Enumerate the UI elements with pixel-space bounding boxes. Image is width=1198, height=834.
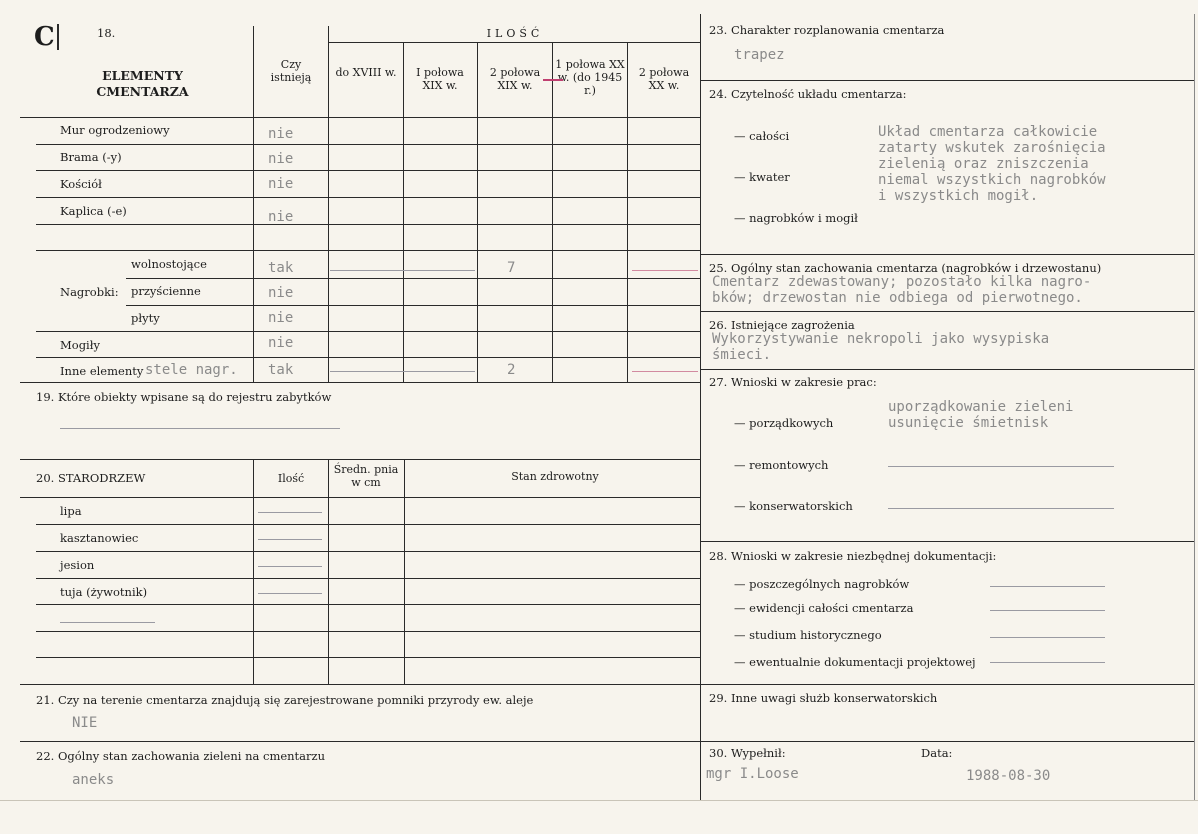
q26-answer-1: Wykorzystywanie nekropoli jako wysypiska — [712, 331, 1050, 347]
row-count-freestanding: 7 — [507, 260, 516, 276]
row-value-wall: nie — [268, 126, 294, 142]
row-count-other: 2 — [507, 362, 516, 378]
q28-item-history: — studium historycznego — [734, 628, 882, 642]
q29-label: 29. Inne uwagi służb konserwatorskich — [709, 691, 938, 705]
q24-answer-3: zielenią oraz zniszczenia — [878, 156, 1089, 172]
q25-answer-1: Cmentarz zdewastowany; pozostało kilka nagro- — [712, 274, 1092, 290]
row-label-slabs: płyty — [131, 311, 160, 325]
row-value-church: nie — [268, 176, 294, 192]
q27-item-conservation: — konserwatorskich — [734, 499, 853, 513]
q24-answer-1: Układ cmentarza całkowicie — [878, 124, 1098, 140]
tree-kasztanowiec: kasztanowiec — [60, 531, 139, 545]
corner-letter: C — [34, 22, 55, 52]
q20-col-health: Stan zdrowotny — [511, 470, 599, 483]
q24-label: 24. Czytelność układu cmentarza: — [709, 87, 907, 101]
row-label-other: Inne elementy — [60, 364, 144, 378]
row-value-freestanding: tak — [268, 260, 294, 276]
row-value-graves: nie — [268, 335, 294, 351]
q24-answer-2: zatarty wskutek zarośnięcia — [878, 140, 1106, 156]
q25-label: 25. Ogólny stan zachowania cmentarza (nagrobków i drzewostanu) — [709, 261, 1102, 275]
header-elements: ELEMENTY CMENTARZA — [96, 68, 189, 99]
row-label-chapel: Kaplica (-e) — [60, 204, 127, 218]
q26-label: 26. Istniejące zagrożenia — [709, 318, 855, 332]
row-label-gate: Brama (-y) — [60, 150, 122, 164]
q19-label: 19. Które obiekty wpisane są do rejestru zabytków — [36, 390, 332, 404]
q20-label: 20. STARODRZEW — [36, 471, 146, 485]
header-period-5: 2 połowa XX w. — [638, 66, 690, 92]
header-period-1: do XVIII w. — [335, 66, 397, 79]
middle-divider — [700, 14, 701, 800]
q21-label: 21. Czy na terenie cmentarza znajdują się zarejestrowane pomniki przyrody ew. aleje — [36, 693, 534, 707]
row-value-gate: nie — [268, 151, 294, 167]
q30-date: 1988-08-30 — [966, 768, 1051, 784]
row-label-wall: Mur ogrodzeniowy — [60, 123, 170, 137]
q24-item-whole: — całości — [734, 129, 790, 143]
tree-tuja: tuja (żywotnik) — [60, 585, 148, 599]
tree-lipa: lipa — [60, 504, 82, 518]
q27-item-cleanup: — porządkowych — [734, 416, 834, 430]
q24-answer-5: i wszystkich mogił. — [878, 188, 1039, 204]
q30-filled-by: mgr I.Loose — [706, 766, 799, 782]
row-value-slabs: nie — [268, 310, 294, 326]
q22-label: 22. Ogólny stan zachowania zieleni na cmentarzu — [36, 749, 325, 763]
header-period-4: 1 połowa XX w. (do 1945 r.) — [555, 58, 625, 97]
q20-col-diameter: Średn. pnia w cm — [333, 463, 399, 489]
q23-label: 23. Charakter rozplanowania cmentarza — [709, 23, 945, 37]
header-period-3: 2 połowa XIX w. — [489, 66, 541, 92]
row-label-wall-mounted: przyścienne — [131, 284, 201, 298]
header-exists: Czy istnieją — [270, 58, 312, 84]
q21-answer: NIE — [72, 715, 98, 731]
row-value-chapel: nie — [268, 209, 294, 225]
q27-item-renovation: — remontowych — [734, 458, 829, 472]
header-period-2: I połowa XIX w. — [416, 66, 464, 92]
q27-answer-1: uporządkowanie zieleni — [888, 399, 1074, 415]
q27-label: 27. Wnioski w zakresie prac: — [709, 375, 877, 389]
row-value-wall-mounted: nie — [268, 285, 294, 301]
section-18-number: 18. — [97, 26, 116, 40]
q28-label: 28. Wnioski w zakresie niezbędnej dokumentacji: — [709, 549, 997, 563]
q28-item-individual: — poszczególnych nagrobków — [734, 577, 910, 591]
q25-answer-2: bków; drzewostan nie odbiega od pierwotnego. — [712, 290, 1083, 306]
tree-jesion: jesion — [60, 558, 95, 572]
q23-answer: trapez — [734, 47, 785, 63]
q28-item-records: — ewidencji całości cmentarza — [734, 601, 914, 615]
row-typed-other: stele nagr. — [145, 362, 238, 378]
q26-answer-2: śmieci. — [712, 347, 772, 363]
q20-col-count: Ilość — [277, 472, 305, 485]
q28-item-project: — ewentualnie dokumentacji projektowej — [734, 655, 976, 669]
nagrobki-label: Nagrobki: — [60, 285, 119, 299]
right-edge — [1194, 14, 1195, 800]
row-label-freestanding: wolnostojące — [131, 257, 207, 271]
row-label-church: Kościół — [60, 177, 102, 191]
q24-item-quarters: — kwater — [734, 170, 790, 184]
q30-label: 30. Wypełnił: — [709, 746, 786, 760]
header-quantity: ILOŚĆ — [486, 27, 544, 40]
q27-answer-2: usunięcie śmietnisk — [888, 415, 1049, 431]
row-label-graves: Mogiły — [60, 338, 100, 352]
row-value-other: tak — [268, 362, 294, 378]
q24-item-graves: — nagrobków i mogił — [734, 211, 858, 225]
q22-answer: aneks — [72, 772, 115, 788]
q24-answer-4: niemal wszystkich nagrobków — [878, 172, 1106, 188]
q30-date-label: Data: — [921, 746, 953, 760]
